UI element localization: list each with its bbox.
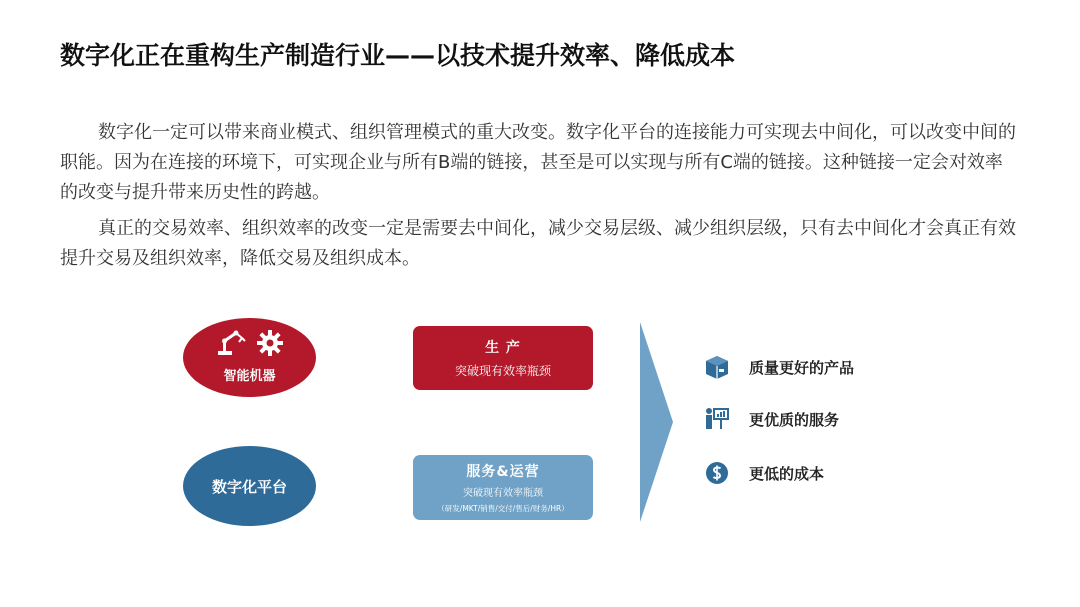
- result-label: 更低的成本: [749, 464, 825, 483]
- result-lower-cost: [703, 459, 824, 487]
- result-label: 质量更好的产品: [749, 358, 855, 377]
- service-subtitle: 突破现有效率瓶颈: [463, 488, 543, 499]
- service-operation-box: [413, 455, 593, 520]
- digital-platform-ellipse: [183, 446, 316, 526]
- service-presenter-icon: [703, 405, 731, 433]
- flow-arrow: [640, 322, 674, 522]
- paragraph-1: 数字化一定可以带来商业模式、组织管理模式的重大改变。数字化平台的连接能力可实现去中间化，可以改变中间的职能。因为在连接的环境下，可实现企业与所有B端的链接，甚至是可以实现与所有C端的链接。这种链接一定会对效率的改变与提升带来历史性的跨越。: [60, 122, 1016, 203]
- page-title: 数字化正在重构生产制造行业——以技术提升效率、降低成本: [60, 41, 736, 70]
- product-box-icon: [703, 353, 731, 381]
- digital-platform-label: 数字化平台: [211, 477, 287, 496]
- service-note: （研发/MKT/销售/交付/售后/财务/HR）: [437, 504, 569, 513]
- smart-machine-label: 智能机器: [223, 369, 276, 384]
- production-subtitle: 突破现有效率瓶颈: [454, 364, 551, 378]
- result-quality-product: [703, 353, 854, 381]
- paragraph-2: 真正的交易效率、组织效率的改变一定是需要去中间化，减少交易层级、减少组织层级，只有去中间化才会真正有效提升交易及组织效率，降低交易及组织成本。: [60, 218, 1016, 269]
- gear-icon: [256, 329, 284, 361]
- service-title: 服务&运营: [466, 464, 540, 480]
- dollar-cost-icon: [703, 459, 731, 487]
- robot-arm-icon: [216, 329, 246, 361]
- production-box: [413, 326, 593, 390]
- result-label: 更优质的服务: [749, 410, 840, 429]
- production-title: 生 产: [485, 340, 521, 356]
- result-quality-service: [703, 405, 839, 433]
- smart-machine-ellipse: [183, 318, 316, 397]
